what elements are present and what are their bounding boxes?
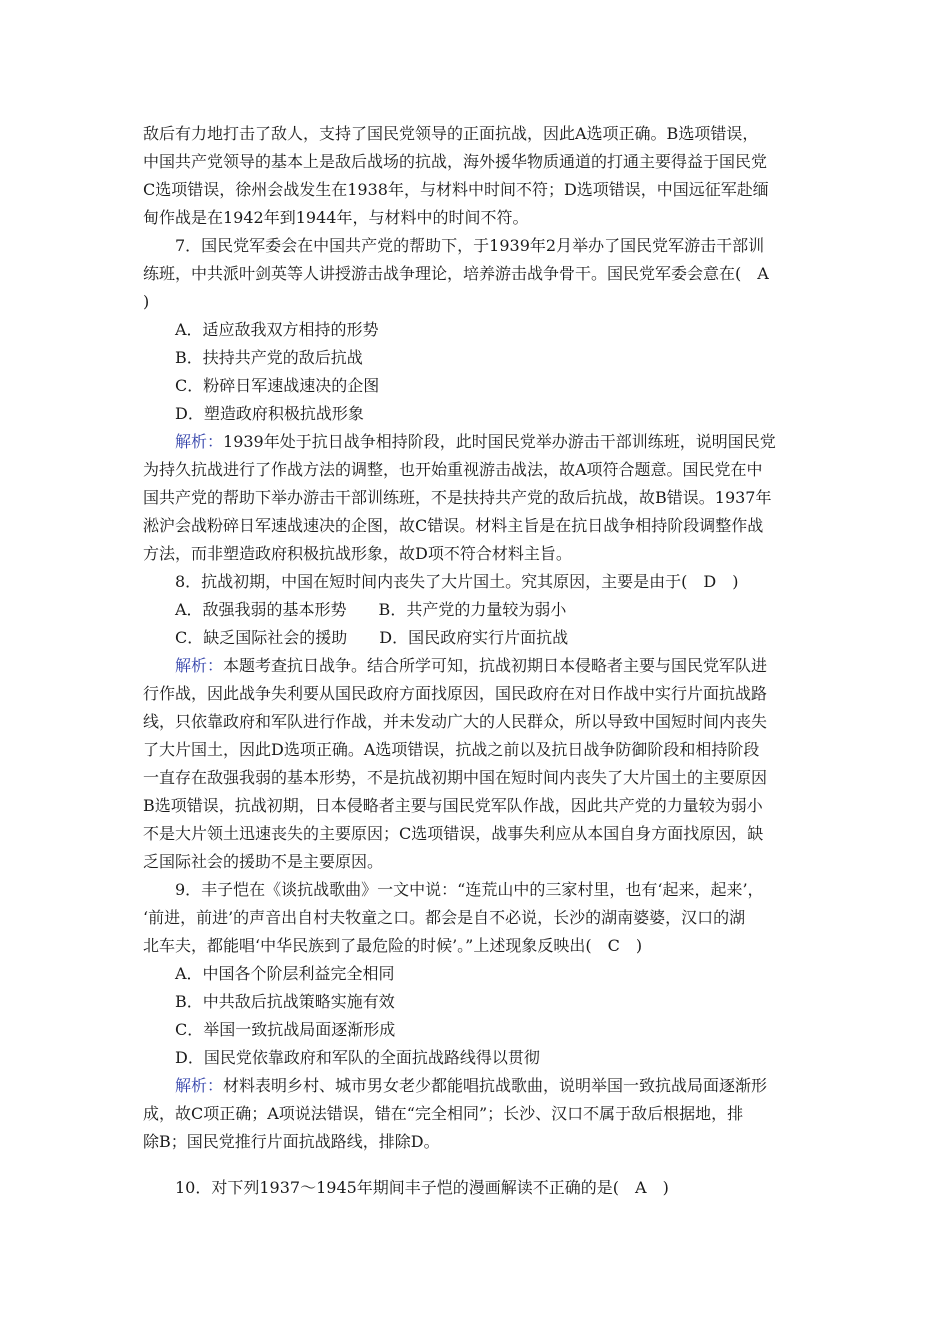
q9-analysis-text: 材料表明乡村、城市男女老少都能唱抗战歌曲，说明举国一致抗战局面逐渐形 xyxy=(223,1076,768,1095)
q7-analysis-text: 1939年处于抗日战争相持阶段，此时国民党举办游击干部训练班，说明国民党 xyxy=(223,432,776,451)
q8-analysis-text: 本题考查抗日战争。结合所学可知，抗战初期日本侵略者主要与国民党军队进 xyxy=(223,656,768,675)
q8-stem: 8．抗战初期，中国在短时间内丧失了大片国土。究其原因，主要是由于( D ) xyxy=(175,572,739,591)
q9-stem-line: ‘前进，前进’的声音出自村夫牧童之口。都会是自不必说，长沙的湖南婆婆，汉口的湖 xyxy=(143,908,746,927)
q9-analysis-line: 成，故C项正确；A项说法错误，错在“完全相同”；长沙、汉口不属于敌后根据地，排 xyxy=(143,1104,744,1123)
q7-analysis-line: 方法，而非塑造政府积极抗战形象，故D项不符合材料主旨。 xyxy=(143,544,572,563)
q7-stem-line: 7．国民党军委会在中国共产党的帮助下，于1939年2月举办了国民党军游击干部训 xyxy=(175,236,765,255)
q7-stem-line: ) xyxy=(143,292,150,311)
q8-options-row: C．缺乏国际社会的援助 D．国民政府实行片面抗战 xyxy=(175,628,569,647)
q9-analysis-first-line xyxy=(175,1076,767,1096)
q7-analysis-line: 为持久抗战进行了作战方法的调整，也开始重视游击战法，故A项符合题意。国民党在中 xyxy=(143,460,763,479)
q8-analysis-line: 了大片国土，因此D选项正确。A选项错误，抗战之前以及抗日战争防御阶段和相持阶段 xyxy=(143,740,760,759)
q8-analysis-line: 一直存在敌强我弱的基本形势，不是抗战初期中国在短时间内丧失了大片国土的主要原因 xyxy=(143,768,768,787)
q7-option-c: C．粉碎日军速战速决的企图 xyxy=(175,376,380,395)
q9-option-a: A．中国各个阶层利益完全相同 xyxy=(175,964,395,983)
q9-analysis-line: 除B；国民党推行片面抗战路线，排除D。 xyxy=(143,1132,440,1151)
q8-analysis-line: 不是大片领土迅速丧失的主要原因；C选项错误，战事失利应从本国自身方面找原因，缺 xyxy=(143,824,764,843)
q8-analysis-first-line xyxy=(175,656,767,676)
q8-analysis-line: 线，只依靠政府和军队进行作战，并未发动广大的人民群众，所以导致中国短时间内丧失 xyxy=(143,712,768,731)
q9-option-b: B．中共敌后抗战策略实施有效 xyxy=(175,992,395,1011)
q6-analysis-line: 中国共产党领导的基本上是敌后战场的抗战，海外援华物质通道的打通主要得益于国民党 xyxy=(143,152,768,171)
analysis-label: 解析： xyxy=(175,1076,224,1095)
q7-analysis-first-line xyxy=(175,432,776,452)
q9-stem-line: 9．丰子恺在《谈抗战歌曲》一文中说：“连荒山中的三家村里，也有‘起来，起来’， xyxy=(175,880,764,899)
q8-analysis-line: 行作战，因此战争失利要从国民政府方面找原因，国民政府在对日作战中实行片面抗战路 xyxy=(143,684,768,703)
q6-analysis-line: C选项错误，徐州会战发生在1938年，与材料中时间不符；D选项错误，中国远征军赴缅 xyxy=(143,180,769,199)
q8-options-row: A．敌强我弱的基本形势 B．共产党的力量较为弱小 xyxy=(175,600,567,619)
q7-option-d: D．塑造政府积极抗战形象 xyxy=(175,404,364,423)
q9-option-d: D．国民党依靠政府和军队的全面抗战路线得以贯彻 xyxy=(175,1048,540,1067)
q9-option-c: C．举国一致抗战局面逐渐形成 xyxy=(175,1020,396,1039)
q9-stem-line: 北车夫，都能唱‘中华民族到了最危险的时候’。”上述现象反映出( C ) xyxy=(143,936,643,955)
q6-analysis-line: 甸作战是在1942年到1944年，与材料中的时间不符。 xyxy=(143,208,529,227)
q6-analysis-line: 敌后有力地打击了敌人，支持了国民党领导的正面抗战，因此A选项正确。B选项错误， xyxy=(143,124,759,143)
analysis-label: 解析： xyxy=(175,656,224,675)
q7-option-a: A．适应敌我双方相持的形势 xyxy=(175,320,379,339)
q10-stem: 10．对下列1937～1945年期间丰子恺的漫画解读不正确的是( A ) xyxy=(175,1178,669,1197)
q8-analysis-line: 乏国际社会的援助不是主要原因。 xyxy=(143,852,384,871)
q7-stem-line: 练班，中共派叶剑英等人讲授游击战争理论，培养游击战争骨干。国民党军委会意在( A xyxy=(143,264,769,283)
q7-analysis-line: 国共产党的帮助下举办游击干部训练班，不是扶持共产党的敌后抗战，故B错误。1937年 xyxy=(143,488,772,507)
analysis-label: 解析： xyxy=(175,432,224,451)
q7-option-b: B．扶持共产党的敌后抗战 xyxy=(175,348,363,367)
q8-analysis-line: B选项错误，抗战初期，日本侵略者主要与国民党军队作战，因此共产党的力量较为弱小 xyxy=(143,796,763,815)
q7-analysis-line: 淞沪会战粉碎日军速战速决的企图，故C错误。材料主旨是在抗日战争相持阶段调整作战 xyxy=(143,516,764,535)
